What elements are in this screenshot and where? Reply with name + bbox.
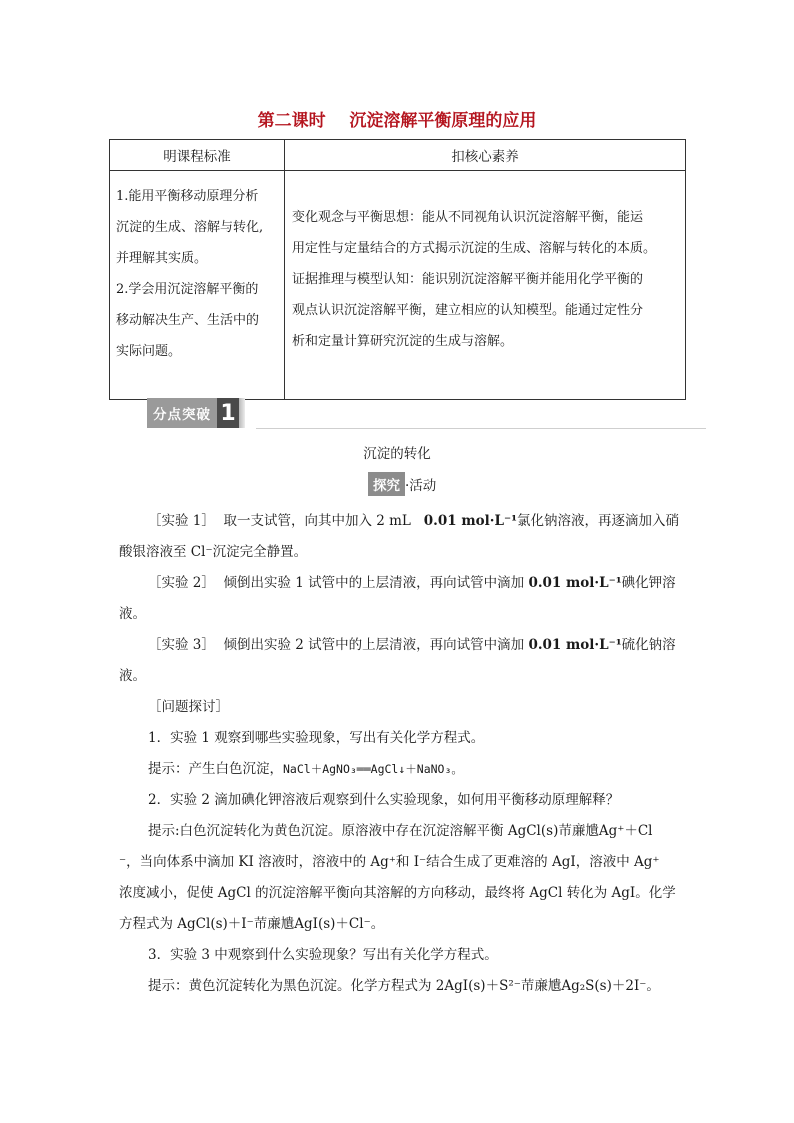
standard-line: 2.学会用沉淀溶解平衡的 (116, 282, 259, 297)
answer-2-line-2: ⁻，当向体系中滴加 KI 溶液时，溶液中的 Ag⁺和 I⁻结合生成了更难溶的 AgI，溶液中 Ag⁺ (119, 854, 660, 870)
experiment-3-cont: 液。 (119, 668, 146, 684)
literacy-line: 观点认识沉淀溶解平衡，建立相应的认知模型。能通过定性分 (292, 303, 644, 318)
question-1: 1．实验 1 观察到哪些实验现象，写出有关化学方程式。 (148, 730, 485, 746)
answer-3: 提示：黄色沉淀转化为黑色沉淀。化学方程式为 2AgI(s)＋S²⁻䒥亷尵Ag₂S(s)＋2I⁻。 (148, 978, 660, 994)
experiment-2-cont: 液。 (119, 606, 146, 622)
exp2-text-2: 碘化钾溶 (621, 575, 676, 591)
exp3-concentration: 0.01 mol·L⁻¹ (528, 637, 622, 653)
section-banner (147, 398, 245, 428)
exp2-concentration: 0.01 mol·L⁻¹ (528, 575, 622, 591)
experiment-1 (148, 511, 679, 531)
exp3-text-2: 硫化钠溶 (621, 637, 676, 653)
answer-2-line-3: 浓度减小，促使 AgCl 的沉淀溶解平衡向其溶解的方向移动，最终将 AgCl 转化为 AgI。化学 (119, 885, 676, 901)
banner-label: 分点突破 (147, 398, 217, 428)
banner-tail (239, 398, 245, 428)
standard-line: 实际问题。 (116, 344, 182, 359)
curriculum-table (109, 139, 686, 400)
literacy-line: 证据推理与模型认知：能识别沉淀溶解平衡并能用化学平衡的 (292, 272, 644, 287)
activity-heading (368, 472, 436, 496)
standard-cell (110, 171, 285, 400)
table-header-row (110, 140, 686, 171)
exp1-concentration: 0.01 mol·L⁻¹ (423, 513, 518, 529)
exp1-text-2: 氯化钠溶液，再逐滴加入硝 (517, 513, 680, 529)
section-title: 沉淀的转化 (363, 446, 431, 462)
page-title: 第二课时 沉淀溶解平衡原理的应用 (257, 111, 537, 131)
question-header: ［问题探讨］ (148, 699, 229, 715)
literacy-line: 变化观念与平衡思想：能从不同视角认识沉淀溶解平衡，能运 (292, 210, 644, 225)
activity-text: ·活动 (405, 478, 437, 494)
exp2-text: ［实验 2］ 倾倒出实验 1 试管中的上层清液，再向试管中滴加 (148, 575, 529, 591)
literacy-line: 析和定量计算研究沉淀的生成与溶解。 (292, 334, 514, 349)
standard-line: 并理解其实质。 (116, 251, 208, 266)
experiment-3 (148, 635, 676, 655)
literacy-line: 用定性与定量结合的方式揭示沉淀的生成、溶解与转化的本质。 (292, 241, 657, 256)
question-2: 2．实验 2 滴加碘化钾溶液后观察到什么实验现象，如何用平衡移动原理解释？ (148, 792, 620, 808)
activity-tag: 探究 (368, 472, 405, 496)
standard-line: 1.能用平衡移动原理分析 (116, 189, 259, 204)
answer-2-line-1: 提示:白色沉淀转化为黄色沉淀。原溶液中存在沉淀溶解平衡 AgCl(s)䒥亷尵Ag⁺＋Cl (148, 823, 653, 839)
banner-number: 1 (217, 398, 239, 428)
exp1-text: ［实验 1］ 取一支试管，向其中加入 2 mL (148, 513, 424, 529)
answer-1-equation: NaCl＋AgNO₃══AgCl↓＋NaNO₃。 (283, 762, 463, 776)
table-header-standard: 明课程标准 (110, 140, 285, 171)
standard-line: 移动解决生产、生活中的 (116, 313, 260, 328)
answer-1-text: 提示：产生白色沉淀， (148, 761, 283, 777)
experiment-2 (148, 573, 676, 593)
banner-divider (256, 428, 706, 429)
table-header-literacy: 扣核心素养 (285, 140, 686, 171)
exp3-text: ［实验 3］ 倾倒出实验 2 试管中的上层清液，再向试管中滴加 (148, 637, 529, 653)
literacy-cell (285, 171, 686, 400)
question-3: 3．实验 3 中观察到什么实验现象？写出有关化学方程式。 (148, 947, 498, 963)
standard-line: 沉淀的生成、溶解与转化, (116, 220, 264, 235)
experiment-1-cont: 酸银溶液至 Cl⁻沉淀完全静置。 (119, 544, 308, 560)
answer-1 (148, 759, 463, 779)
answer-2-line-4: 方程式为 AgCl(s)＋I⁻䒥亷尵AgI(s)＋Cl⁻。 (119, 916, 385, 932)
table-row (110, 171, 686, 400)
